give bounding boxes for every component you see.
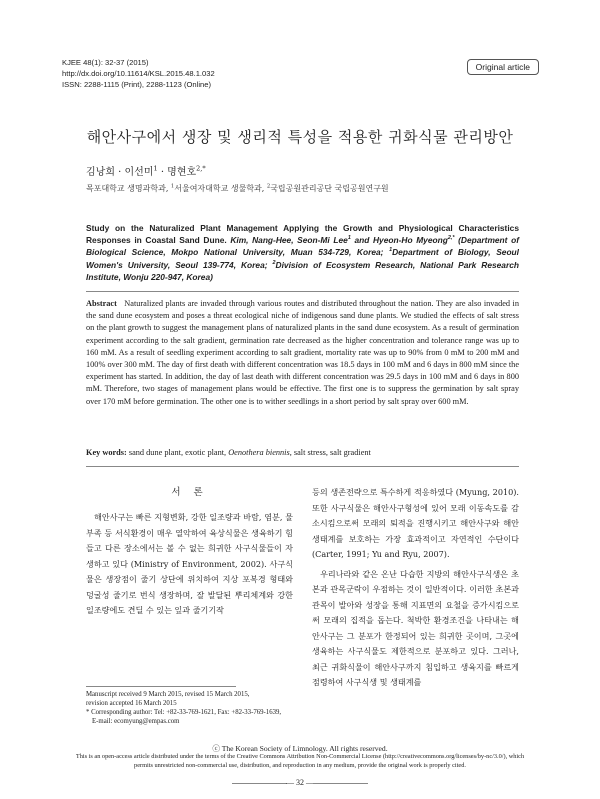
affil-part-1: 목포대학교 생명과학과,	[86, 184, 171, 193]
license-text: This is an open-access article distributed under the terms of the Creative Commons Attribution Non-Commercial License (http://creativecommons.org/licenses/by-nc/3.0/), which permits unrestricted non-commercial use, distribution, and reproduction in any medium, provide the original work is properly cited.	[75, 753, 525, 769]
english-authors-2: and Hyeon-Ho Myeong	[350, 235, 448, 246]
author-names-2: · 명현호	[157, 167, 197, 178]
keywords-part-1: sand dune plant, exotic plant,	[126, 448, 229, 457]
affil-sup-2: 2	[266, 183, 271, 190]
left-paragraph-1: 해안사구는 빠른 지형변화, 강한 일조량과 바람, 염분, 물 부족 등 서식환경이 매우 열악하여 육상식물은 생육하기 힘들고 다른 장소에서는 볼 수 없는 희귀한 사구식물들이 자생하고 있다 (Ministry of Environment, 2002). 사구식물은 생장점이 줄기 상단에 위치하여 지상 포복경 형태와 덩굴성 줄기로 번식 생장하며, 잘 발달된 뿌리체계와 강한 일조량에도 견딜 수 있는 잎과 줄기기작	[86, 512, 293, 615]
footnote-line-2: revision accepted 16 March 2015	[86, 700, 177, 707]
page-number-value: 32	[296, 778, 304, 787]
author-sup-1: 1	[153, 164, 158, 173]
english-author-sup-2: 2,*	[447, 235, 455, 242]
english-authors-1: Kim, Nang-Hee, Seon-Mi Lee	[226, 235, 348, 246]
english-affil-3: Division of Ecosystem Research, National Park Research Institute, Wonju 220-947, Korea)	[86, 259, 520, 282]
authors-korean	[86, 163, 206, 178]
copyright-notice: ⓒ The Korean Society of Limnology. All rights reserved.	[212, 744, 388, 753]
doi-link[interactable]: http://dx.doi.org/10.11614/KSL.2015.48.1.032	[62, 69, 215, 78]
english-affil-2: Department of Biology, Seoul Women's University, Seoul 139-774, Korea;	[86, 247, 520, 270]
keywords-bottom-rule	[86, 466, 519, 467]
keywords	[86, 448, 519, 457]
english-affil-1: (Department of Biological Science, Mokpo National University, Muan 534-729, Korea;	[86, 235, 520, 258]
page-number: — 32 —	[286, 778, 314, 787]
body-right-column	[312, 485, 519, 691]
paper-title-korean: 해안사구에서 생장 및 생리적 특성을 적용한 귀화식물 관리방안	[86, 128, 514, 146]
section-title-introduction: 서 론	[171, 487, 208, 498]
keywords-species: Oenothera biennis	[228, 448, 290, 457]
affil-sup-1: 1	[170, 183, 175, 190]
affil-part-2: 서울여자대학교 생물학과,	[174, 184, 267, 193]
english-title-block	[86, 222, 519, 283]
abstract-text: Naturalized plants are invaded through various routes and distributed throughout the nation. They are also invaded in the sand dune ecosystem and poses a threat ecological niche of indigenous sand dune plants. We studied the effects of salt stress on the plant growth to suggest the management plans of naturalized plants in the sand dune ecosystem. As a result of germination experiment according to the salt gradient, germination rate decreased as the higher concentration and tolerance range was up to 160 mM. As a result of seedling experiment according to salt gradient, mortality rate was up to 90% from 0 mM to 200 mM and 100% over 300 mM. The day of first death with different concentration was 18.5 days in 100 mM and 6 days in 800 mM since the experiment has started. In addition, the day of last death with different concentration was 29.5 days in 100 mM and 6 days in 800 mM. Therefore, two stages of management plans would be effective. The first one is to suppress the germination by salt spray over 170 mM before germination. The other one is to wither seedlings in a short period by salt spray over 600 mM.	[86, 299, 519, 406]
footnote-email: E-mail: ecomyung@empas.com	[92, 718, 180, 725]
author-sup-2: 2,*	[196, 164, 206, 173]
footnote-line-1: Manuscript received 9 March 2015, revised 15 March 2015,	[86, 691, 250, 698]
english-title-line-2: Responses in Coastal Sand Dune.	[86, 235, 227, 246]
issn-line: ISSN: 2288-1115 (Print), 2288-1123 (Online)	[62, 80, 212, 89]
affil-part-3: 국립공원관리공단 국립공원연구원	[270, 184, 389, 193]
english-affil-sup-1: 1	[389, 247, 393, 254]
manuscript-footnote	[86, 690, 281, 726]
keywords-part-2: , salt stress, salt gradient	[289, 448, 371, 457]
affiliations-korean	[86, 183, 389, 194]
journal-citation: KJEE 48(1): 32-37 (2015)	[62, 58, 149, 67]
abstract-top-rule	[86, 291, 519, 292]
body-left-column	[86, 510, 293, 619]
author-names-1: 김낭희 · 이선미	[86, 167, 154, 178]
right-paragraph-1: 우리나라와 같은 온난 다습한 지방의 해안사구식생은 초본과 관목군락이 우점하는 것이 일반적이다. 이러한 초본과 관목이 발아와 성장을 통해 지표면의 요철을 증가시킴으로써 모래의 집적을 돕는다. 척박한 환경조건을 나타내는 해안사구는 그 분포가 한정되어 있는 희귀한 곳이며, 그곳에 생육하는 사구식물도 제한적으로 분포하고 있다. 그러나, 최근 귀화식물이 해안사구까지 침입하고 생육지를 빠르게 점령하여 사구식생 및 생태계를	[312, 568, 519, 687]
english-affil-sup-2: 2	[272, 259, 276, 266]
footnote-rule	[86, 686, 236, 687]
english-author-sup-1: 1	[347, 235, 351, 242]
keywords-label: Key words:	[86, 448, 127, 457]
footnote-line-3: * Corresponding author: Tel: +82-33-769-1621, Fax: +82-33-769-1639,	[86, 709, 282, 716]
right-paragraph-0: 등의 생존전략으로 특수하게 적응하였다 (Myung, 2010). 또한 사구식물은 해안사구형성에 있어 모래 이동속도를 감소시킴으로써 모래의 퇴적을 진행시키고 해안사구와 해안생태계를 보호하는 가장 효과적이고 자연적인 수단이다 (Carter, 1991; Yu and Ryu, 2007).	[312, 487, 519, 559]
abstract-label: Abstract	[86, 299, 117, 308]
abstract	[86, 298, 519, 408]
page-number-rule-right	[313, 783, 368, 784]
english-title-line-1: Study on the Naturalized Plant Management Applying the Growth and Physiological Characteristics	[86, 223, 519, 233]
article-type-badge: Original article	[467, 59, 539, 75]
